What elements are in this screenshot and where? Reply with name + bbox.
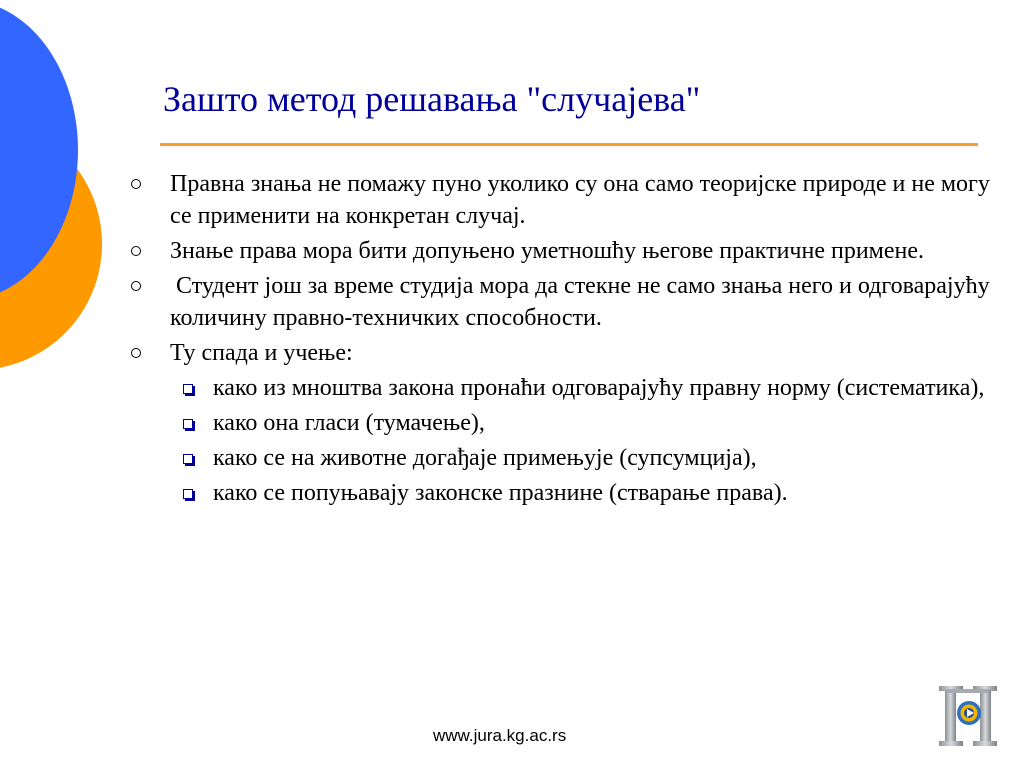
footer-url: www.jura.kg.ac.rs	[433, 726, 567, 745]
bullet-text: Знање права мора бити допуњено уметношћу његове практичне примене.	[170, 238, 925, 264]
bullet-text: Ту спада и учење:	[170, 340, 353, 366]
shadowed-square-icon	[183, 489, 193, 499]
bullet-item	[130, 270, 996, 334]
hollow-circle-icon	[131, 179, 141, 189]
hollow-circle-icon	[131, 246, 141, 256]
sub-bullet-text: како се попуњавају законске празнине (стварање права).	[213, 480, 788, 506]
shadowed-square-icon	[183, 419, 193, 429]
sub-bullet-text: како из мноштва закона пронаћи одговарајућу правну норму (систематика),	[213, 375, 985, 401]
bullet-item	[130, 337, 990, 369]
sub-bullet-item	[170, 372, 990, 404]
bullet-text: Студент још за време студија мора да стекне не само знања него и одговарајућу количину правно-техничких способности.	[170, 273, 996, 331]
faculty-logo-icon	[937, 684, 999, 748]
slide-content	[130, 168, 996, 512]
sub-bullet-item	[170, 407, 990, 439]
shadowed-square-icon	[183, 384, 193, 394]
hollow-circle-icon	[131, 348, 141, 358]
slide-title: Зашто метод решавања "случајева"	[163, 79, 701, 119]
sub-bullet-text: како она гласи (тумачење),	[213, 410, 485, 436]
bullet-item	[130, 168, 990, 232]
title-underline	[160, 143, 978, 146]
sub-bullet-item	[170, 477, 990, 509]
shadowed-square-icon	[183, 454, 193, 464]
bullet-text: Правна знања не помажу пуно уколико су она само теоријске природе и не могу се применити на конкретан случај.	[170, 171, 990, 229]
sub-bullet-text: како се на животне догађаје примењује (супсумција),	[213, 445, 757, 471]
sub-bullet-list	[170, 372, 990, 509]
sub-bullet-item	[170, 442, 990, 474]
hollow-circle-icon	[131, 281, 141, 291]
bullet-item	[130, 235, 990, 267]
